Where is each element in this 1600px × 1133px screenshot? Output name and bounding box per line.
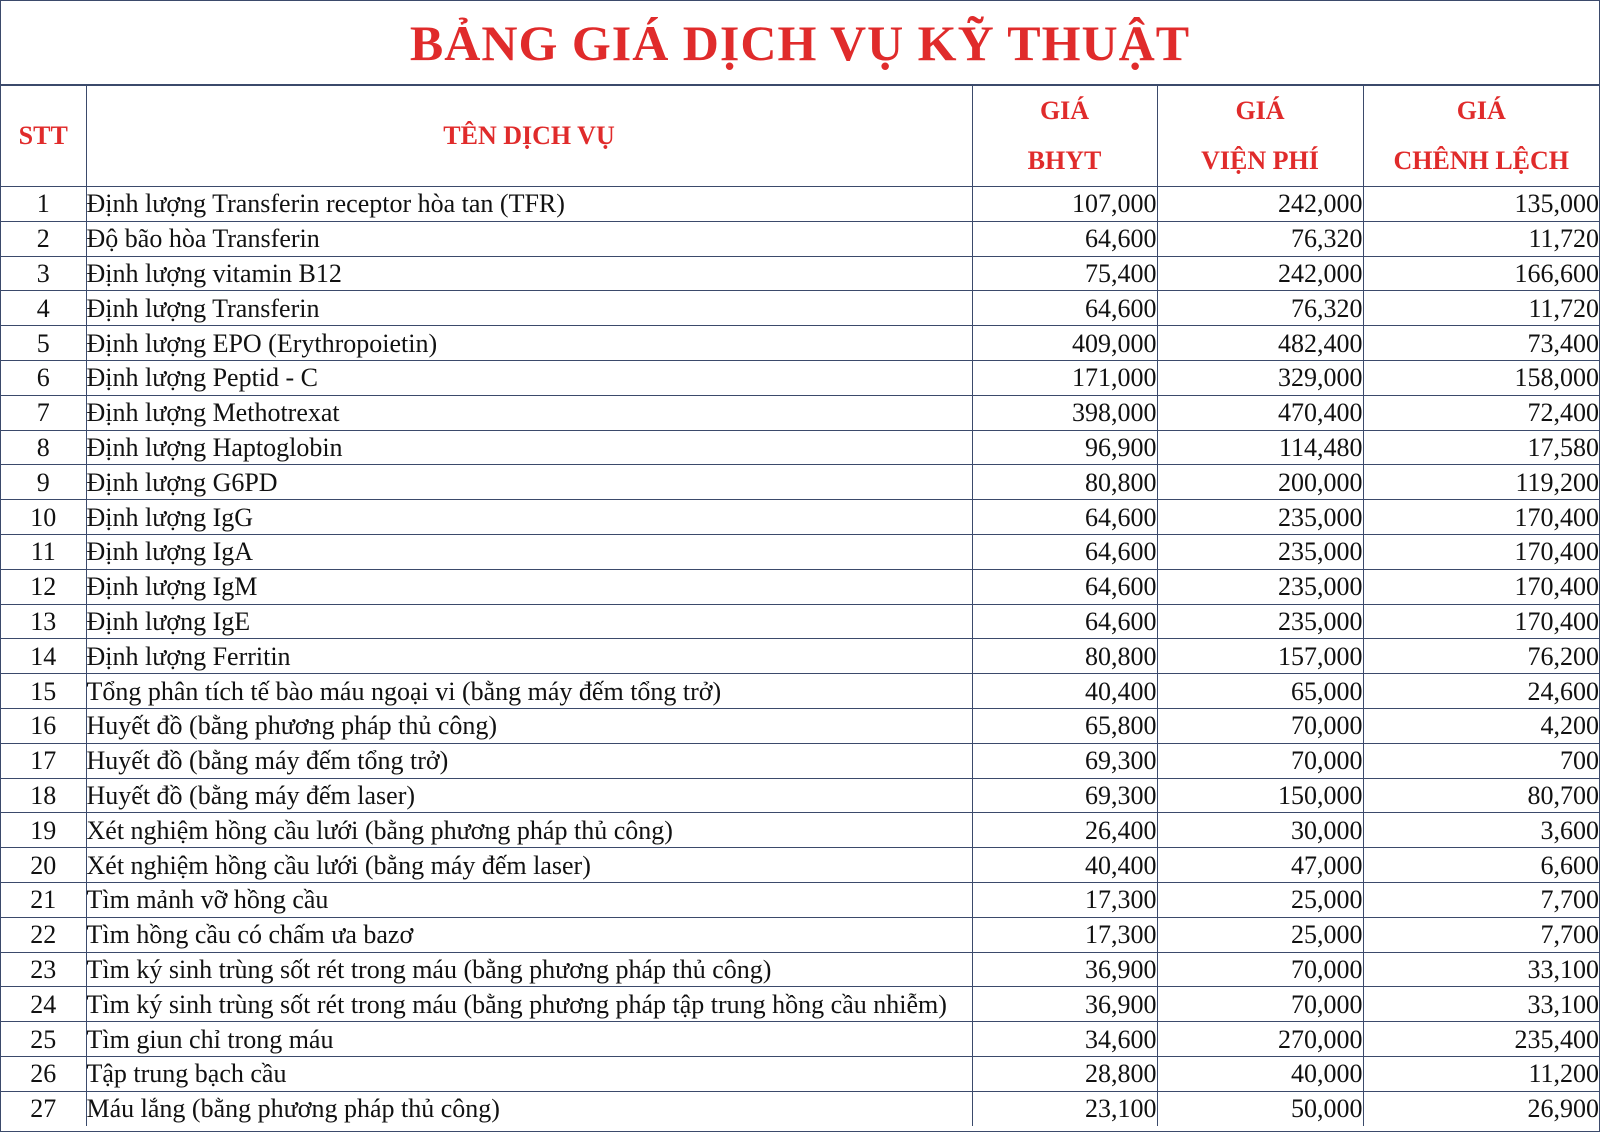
- cell-stt: 27: [1, 1091, 86, 1125]
- cell-price-chenhlech: 76,200: [1363, 639, 1599, 674]
- cell-price-vienphi: 200,000: [1157, 465, 1363, 500]
- cell-stt: 10: [1, 500, 86, 535]
- cell-price-chenhlech: 170,400: [1363, 534, 1599, 569]
- cell-price-vienphi: 242,000: [1157, 187, 1363, 222]
- cell-price-chenhlech: 158,000: [1363, 360, 1599, 395]
- cell-price-chenhlech: 235,400: [1363, 1022, 1599, 1057]
- cell-stt: 15: [1, 674, 86, 709]
- header-chenhlech-line2: CHÊNH LỆCH: [1393, 146, 1570, 175]
- cell-price-vienphi: 329,000: [1157, 360, 1363, 395]
- cell-service-name: Tìm mảnh vỡ hồng cầu: [86, 882, 972, 917]
- cell-service-name: Định lượng IgM: [86, 569, 972, 604]
- cell-service-name: Tổng phân tích tế bào máu ngoại vi (bằng máy đếm tổng trở): [86, 674, 972, 709]
- cell-price-bhyt: 64,600: [972, 569, 1157, 604]
- table-row: [1, 952, 1599, 987]
- cell-price-chenhlech: 11,720: [1363, 291, 1599, 326]
- cell-price-vienphi: 70,000: [1157, 743, 1363, 778]
- cell-service-name: Huyết đồ (bằng máy đếm laser): [86, 778, 972, 813]
- cell-stt: 19: [1, 813, 86, 848]
- table-row: [1, 326, 1599, 361]
- cell-price-bhyt: 17,300: [972, 917, 1157, 952]
- table-row: [1, 674, 1599, 709]
- cell-price-vienphi: 235,000: [1157, 534, 1363, 569]
- cell-service-name: Định lượng G6PD: [86, 465, 972, 500]
- table-row: [1, 987, 1599, 1022]
- cell-price-bhyt: 96,900: [972, 430, 1157, 465]
- table-row: [1, 569, 1599, 604]
- cell-service-name: Định lượng Peptid - C: [86, 360, 972, 395]
- cell-price-vienphi: 30,000: [1157, 813, 1363, 848]
- cell-price-bhyt: 36,900: [972, 987, 1157, 1022]
- cell-price-chenhlech: 26,900: [1363, 1091, 1599, 1125]
- table-row: [1, 917, 1599, 952]
- cell-service-name: Huyết đồ (bằng máy đếm tổng trở): [86, 743, 972, 778]
- cell-price-chenhlech: 166,600: [1363, 256, 1599, 291]
- cell-service-name: Tìm ký sinh trùng sốt rét trong máu (bằng phương pháp tập trung hồng cầu nhiễm): [86, 987, 972, 1022]
- header-bhyt-line1: GIÁ: [1039, 96, 1090, 125]
- cell-price-vienphi: 65,000: [1157, 674, 1363, 709]
- cell-stt: 16: [1, 708, 86, 743]
- table-row: [1, 534, 1599, 569]
- cell-price-chenhlech: 4,200: [1363, 708, 1599, 743]
- cell-stt: 6: [1, 360, 86, 395]
- cell-price-vienphi: 482,400: [1157, 326, 1363, 361]
- cell-price-vienphi: 76,320: [1157, 221, 1363, 256]
- table-row: [1, 604, 1599, 639]
- page-title: BẢNG GIÁ DỊCH VỤ KỸ THUẬT: [409, 14, 1191, 71]
- cell-price-chenhlech: 33,100: [1363, 987, 1599, 1022]
- cell-price-bhyt: 64,600: [972, 534, 1157, 569]
- header-vienphi: [1157, 86, 1363, 187]
- table-body: [1, 187, 1599, 1126]
- cell-stt: 4: [1, 291, 86, 326]
- cell-price-vienphi: 50,000: [1157, 1091, 1363, 1125]
- header-row: [1, 86, 1599, 187]
- cell-stt: 25: [1, 1022, 86, 1057]
- table-row: [1, 500, 1599, 535]
- header-name: TÊN DỊCH VỤ: [86, 86, 972, 187]
- table-row: [1, 882, 1599, 917]
- cell-service-name: Xét nghiệm hồng cầu lưới (bằng phương pháp thủ công): [86, 813, 972, 848]
- table-row: [1, 430, 1599, 465]
- cell-price-chenhlech: 11,200: [1363, 1056, 1599, 1091]
- cell-price-chenhlech: 135,000: [1363, 187, 1599, 222]
- cell-price-bhyt: 64,600: [972, 604, 1157, 639]
- cell-stt: 20: [1, 848, 86, 883]
- cell-price-vienphi: 235,000: [1157, 500, 1363, 535]
- cell-service-name: Tìm hồng cầu có chấm ưa bazơ: [86, 917, 972, 952]
- cell-price-bhyt: 69,300: [972, 778, 1157, 813]
- cell-price-bhyt: 107,000: [972, 187, 1157, 222]
- header-bhyt: [972, 86, 1157, 187]
- cell-price-bhyt: 26,400: [972, 813, 1157, 848]
- cell-price-bhyt: 64,600: [972, 500, 1157, 535]
- cell-price-chenhlech: 80,700: [1363, 778, 1599, 813]
- cell-price-bhyt: 64,600: [972, 221, 1157, 256]
- cell-price-bhyt: 398,000: [972, 395, 1157, 430]
- header-stt: STT: [1, 86, 86, 187]
- cell-price-vienphi: 270,000: [1157, 1022, 1363, 1057]
- table-row: [1, 360, 1599, 395]
- cell-price-bhyt: 80,800: [972, 639, 1157, 674]
- cell-price-bhyt: 40,400: [972, 848, 1157, 883]
- cell-service-name: Định lượng vitamin B12: [86, 256, 972, 291]
- cell-price-chenhlech: 6,600: [1363, 848, 1599, 883]
- table-row: [1, 813, 1599, 848]
- cell-price-bhyt: 64,600: [972, 291, 1157, 326]
- cell-price-vienphi: 242,000: [1157, 256, 1363, 291]
- cell-stt: 26: [1, 1056, 86, 1091]
- cell-stt: 9: [1, 465, 86, 500]
- cell-price-chenhlech: 170,400: [1363, 500, 1599, 535]
- cell-price-bhyt: 28,800: [972, 1056, 1157, 1091]
- table-row: [1, 1022, 1599, 1057]
- header-chenhlech-line1: GIÁ: [1456, 96, 1506, 125]
- cell-price-bhyt: 80,800: [972, 465, 1157, 500]
- cell-price-chenhlech: 72,400: [1363, 395, 1599, 430]
- cell-service-name: Độ bão hòa Transferin: [86, 221, 972, 256]
- table-row: [1, 187, 1599, 222]
- cell-stt: 14: [1, 639, 86, 674]
- cell-price-vienphi: 114,480: [1157, 430, 1363, 465]
- cell-service-name: Tìm giun chỉ trong máu: [86, 1022, 972, 1057]
- cell-service-name: Định lượng Transferin: [86, 291, 972, 326]
- cell-price-chenhlech: 700: [1363, 743, 1599, 778]
- cell-stt: 5: [1, 326, 86, 361]
- header-vienphi-line1: GIÁ: [1235, 96, 1285, 125]
- cell-price-bhyt: 65,800: [972, 708, 1157, 743]
- cell-price-vienphi: 47,000: [1157, 848, 1363, 883]
- cell-stt: 7: [1, 395, 86, 430]
- cell-stt: 23: [1, 952, 86, 987]
- cell-service-name: Định lượng Methotrexat: [86, 395, 972, 430]
- cell-price-chenhlech: 11,720: [1363, 221, 1599, 256]
- cell-price-vienphi: 25,000: [1157, 917, 1363, 952]
- cell-service-name: Định lượng Haptoglobin: [86, 430, 972, 465]
- cell-price-bhyt: 75,400: [972, 256, 1157, 291]
- table-row: [1, 778, 1599, 813]
- cell-price-chenhlech: 7,700: [1363, 917, 1599, 952]
- cell-price-chenhlech: 73,400: [1363, 326, 1599, 361]
- table-row: [1, 221, 1599, 256]
- cell-price-chenhlech: 170,400: [1363, 604, 1599, 639]
- table-row: [1, 1091, 1599, 1125]
- table-row: [1, 639, 1599, 674]
- cell-service-name: Định lượng Transferin receptor hòa tan (TFR): [86, 187, 972, 222]
- cell-price-chenhlech: 33,100: [1363, 952, 1599, 987]
- cell-service-name: Xét nghiệm hồng cầu lưới (bằng máy đếm laser): [86, 848, 972, 883]
- cell-service-name: Tìm ký sinh trùng sốt rét trong máu (bằng phương pháp thủ công): [86, 952, 972, 987]
- table-row: [1, 1056, 1599, 1091]
- table-row: [1, 465, 1599, 500]
- cell-price-bhyt: 409,000: [972, 326, 1157, 361]
- cell-price-bhyt: 69,300: [972, 743, 1157, 778]
- cell-stt: 12: [1, 569, 86, 604]
- cell-stt: 13: [1, 604, 86, 639]
- cell-price-bhyt: 23,100: [972, 1091, 1157, 1125]
- cell-price-bhyt: 40,400: [972, 674, 1157, 709]
- cell-price-bhyt: 36,900: [972, 952, 1157, 987]
- cell-service-name: Định lượng IgG: [86, 500, 972, 535]
- cell-price-bhyt: 171,000: [972, 360, 1157, 395]
- cell-price-vienphi: 70,000: [1157, 708, 1363, 743]
- cell-price-chenhlech: 3,600: [1363, 813, 1599, 848]
- cell-stt: 1: [1, 187, 86, 222]
- cell-price-vienphi: 150,000: [1157, 778, 1363, 813]
- cell-price-vienphi: 25,000: [1157, 882, 1363, 917]
- cell-service-name: Định lượng IgE: [86, 604, 972, 639]
- cell-service-name: Định lượng IgA: [86, 534, 972, 569]
- cell-stt: 18: [1, 778, 86, 813]
- cell-price-chenhlech: 17,580: [1363, 430, 1599, 465]
- table-row: [1, 743, 1599, 778]
- cell-service-name: Huyết đồ (bằng phương pháp thủ công): [86, 708, 972, 743]
- cell-price-chenhlech: 119,200: [1363, 465, 1599, 500]
- cell-price-vienphi: 235,000: [1157, 604, 1363, 639]
- header-bhyt-line2: BHYT: [1027, 146, 1102, 175]
- cell-price-chenhlech: 24,600: [1363, 674, 1599, 709]
- header-chenhlech: [1363, 86, 1599, 187]
- cell-service-name: Máu lắng (bằng phương pháp thủ công): [86, 1091, 972, 1125]
- cell-service-name: Định lượng EPO (Erythropoietin): [86, 326, 972, 361]
- title-bar: [1, 1, 1599, 86]
- cell-stt: 8: [1, 430, 86, 465]
- cell-price-chenhlech: 7,700: [1363, 882, 1599, 917]
- cell-price-bhyt: 17,300: [972, 882, 1157, 917]
- cell-stt: 11: [1, 534, 86, 569]
- cell-price-vienphi: 235,000: [1157, 569, 1363, 604]
- cell-price-vienphi: 157,000: [1157, 639, 1363, 674]
- cell-stt: 3: [1, 256, 86, 291]
- cell-service-name: Tập trung bạch cầu: [86, 1056, 972, 1091]
- table-row: [1, 708, 1599, 743]
- cell-price-vienphi: 70,000: [1157, 987, 1363, 1022]
- header-vienphi-line2: VIỆN PHÍ: [1201, 146, 1319, 175]
- cell-price-vienphi: 40,000: [1157, 1056, 1363, 1091]
- price-table: [1, 86, 1599, 1126]
- cell-stt: 22: [1, 917, 86, 952]
- cell-stt: 2: [1, 221, 86, 256]
- cell-price-vienphi: 470,400: [1157, 395, 1363, 430]
- table-row: [1, 395, 1599, 430]
- cell-stt: 24: [1, 987, 86, 1022]
- cell-price-chenhlech: 170,400: [1363, 569, 1599, 604]
- table-row: [1, 291, 1599, 326]
- cell-price-vienphi: 70,000: [1157, 952, 1363, 987]
- cell-price-vienphi: 76,320: [1157, 291, 1363, 326]
- cell-stt: 17: [1, 743, 86, 778]
- table-row: [1, 256, 1599, 291]
- cell-price-bhyt: 34,600: [972, 1022, 1157, 1057]
- cell-stt: 21: [1, 882, 86, 917]
- cell-service-name: Định lượng Ferritin: [86, 639, 972, 674]
- table-row: [1, 848, 1599, 883]
